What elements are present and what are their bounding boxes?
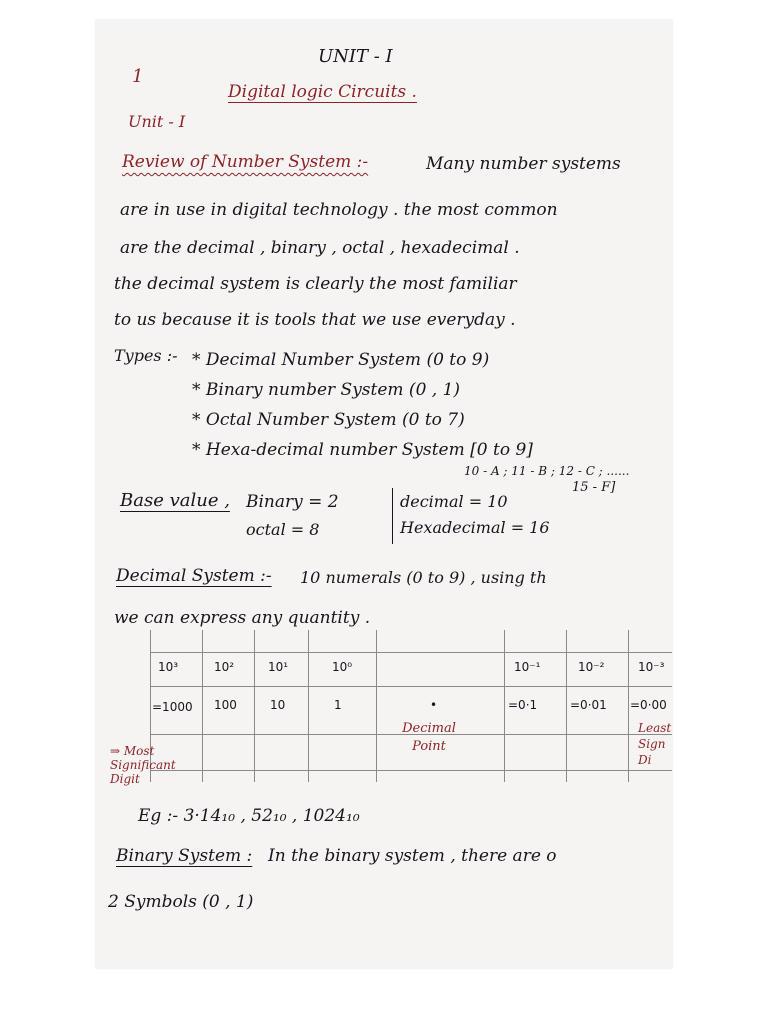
intro-line-1: Many number systems <box>426 154 621 174</box>
table-power: 10³ <box>158 660 179 674</box>
decimal-system-heading: Decimal System :- <box>116 566 272 586</box>
margin-mark: 1 <box>132 66 144 87</box>
table-value: 100 <box>214 698 237 712</box>
table-value: =1000 <box>152 700 193 714</box>
binary-system-line-1: In the binary system , there are o <box>268 846 557 866</box>
decimal-system-line-1: 10 numerals (0 to 9) , using th <box>300 568 547 587</box>
table-rule <box>150 770 672 771</box>
type-item: * Hexa-decimal number System [0 to 9] <box>192 440 533 460</box>
decimal-point-dot: • <box>430 698 438 712</box>
types-label: Types :- <box>114 346 178 365</box>
table-rule <box>150 652 672 653</box>
intro-line-5: to us because it is tools that we use everyday . <box>114 310 516 330</box>
hex-letters-2: 15 - F] <box>572 480 616 495</box>
table-value: =0·01 <box>570 698 607 712</box>
hex-letters-1: 10 - A ; 11 - B ; 12 - C ; ...... <box>464 464 630 478</box>
table-power: 10⁰ <box>332 660 353 674</box>
intro-line-4: the decimal system is clearly the most familiar <box>114 274 517 294</box>
binary-system-heading: Binary System : <box>116 846 253 866</box>
base-hex: Hexadecimal = 16 <box>400 518 550 537</box>
table-col-line <box>628 630 629 782</box>
table-col-line <box>376 630 377 782</box>
base-divider <box>392 488 393 544</box>
place-value-table <box>150 630 672 782</box>
table-col-line <box>566 630 567 782</box>
table-power: 10⁻² <box>578 660 605 674</box>
example-line: Eg :- 3·14₁₀ , 52₁₀ , 1024₁₀ <box>138 806 360 826</box>
intro-line-3: are the decimal , binary , octal , hexadecimal . <box>120 238 520 258</box>
intro-line-2: are in use in digital technology . the most common <box>120 200 558 220</box>
table-value: =0·00 <box>630 698 667 712</box>
msd-label: ⇒ Most Significant Digit <box>110 744 176 786</box>
unit-heading: UNIT - I <box>318 46 393 67</box>
table-col-line <box>504 630 505 782</box>
base-label: Base value , <box>120 490 230 511</box>
table-value: 1 <box>334 698 342 712</box>
table-col-line <box>308 630 309 782</box>
base-octal: octal = 8 <box>246 520 320 539</box>
lsd-label: Least Sign Di <box>638 721 672 767</box>
unit-label-red: Unit - I <box>128 112 186 131</box>
table-rule <box>150 686 672 687</box>
page-title: Digital logic Circuits . <box>228 82 417 102</box>
decimal-system-line-2: we can express any quantity . <box>114 608 371 628</box>
base-binary: Binary = 2 <box>246 492 339 512</box>
review-heading: Review of Number System :- <box>122 152 369 172</box>
type-item: * Decimal Number System (0 to 9) <box>192 350 490 370</box>
table-power: 10² <box>214 660 235 674</box>
type-item: * Octal Number System (0 to 7) <box>192 410 465 430</box>
notebook-page <box>96 20 672 968</box>
decimal-point-label: Decimal Point <box>402 721 456 754</box>
type-item: * Binary number System (0 , 1) <box>192 380 461 400</box>
table-col-line <box>254 630 255 782</box>
binary-system-line-2: 2 Symbols (0 , 1) <box>108 892 254 912</box>
table-power: 10¹ <box>268 660 289 674</box>
table-power: 10⁻³ <box>638 660 665 674</box>
table-value: 10 <box>270 698 286 712</box>
table-power: 10⁻¹ <box>514 660 541 674</box>
base-decimal: decimal = 10 <box>400 492 508 511</box>
table-value: =0·1 <box>508 698 538 712</box>
